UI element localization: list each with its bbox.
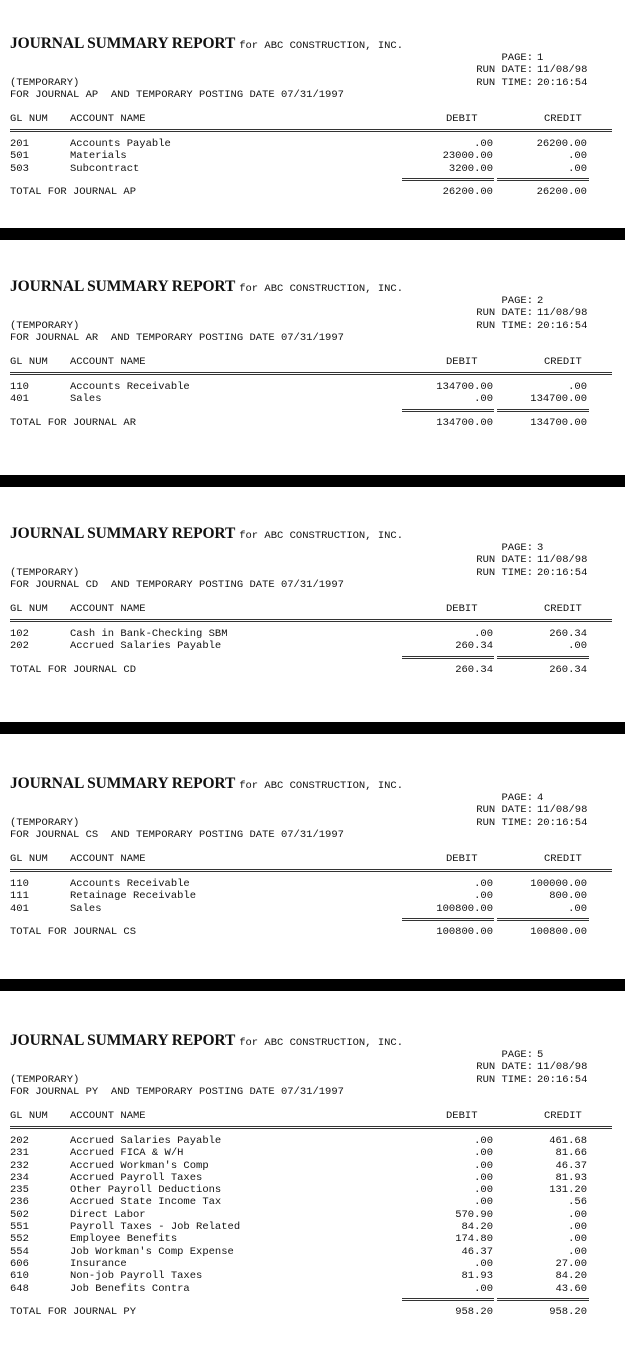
report-title-company: for ABC CONSTRUCTION, INC. — [239, 1037, 404, 1049]
debit-total-rule — [402, 656, 494, 659]
account-name: Payroll Taxes - Job Related — [70, 1221, 241, 1234]
run-info — [476, 542, 603, 579]
run-time-value: 20:16:54 — [537, 1073, 588, 1086]
run-time — [476, 1074, 603, 1086]
credit-amount: .00 — [568, 1233, 587, 1246]
table-row — [10, 381, 612, 393]
page-number-value: 1 — [537, 52, 544, 64]
posting-info — [10, 567, 344, 592]
debit-amount: .00 — [474, 1171, 493, 1184]
page-separator-bar — [0, 722, 625, 734]
header-rule — [10, 869, 612, 872]
table-row — [10, 628, 612, 640]
header-rule — [10, 619, 612, 622]
gl-number: 401 — [10, 393, 29, 406]
credit-amount: .56 — [568, 1196, 587, 1209]
run-info — [476, 52, 603, 89]
run-date — [476, 64, 603, 76]
gl-number: 648 — [10, 1282, 29, 1295]
header-account-name: ACCOUNT NAME — [70, 113, 146, 125]
credit-total-rule — [497, 656, 589, 659]
account-name: Direct Labor — [70, 1208, 146, 1221]
account-rows — [10, 138, 612, 175]
debit-amount: .00 — [474, 1135, 493, 1147]
page-number — [476, 792, 603, 804]
run-date — [476, 1061, 603, 1073]
report-title-bold: JOURNAL SUMMARY REPORT — [10, 1032, 236, 1049]
debit-amount: 46.37 — [461, 1245, 493, 1258]
journal-posting-line: FOR JOURNAL CD AND TEMPORARY POSTING DATE 07/31/1997 — [10, 579, 344, 592]
account-name: Accounts Receivable — [70, 878, 190, 890]
posting-info — [10, 817, 344, 842]
credit-amount: 43.60 — [555, 1282, 587, 1295]
run-time-value: 20:16:54 — [537, 566, 588, 579]
account-rows — [10, 628, 612, 653]
account-name: Job Benefits Contra — [70, 1282, 190, 1295]
account-name: Accounts Payable — [70, 138, 171, 150]
debit-amount: .00 — [474, 1257, 493, 1270]
temporary-label: (TEMPORARY) — [10, 567, 80, 579]
debit-total-rule — [402, 1298, 494, 1301]
page-number-value: 2 — [537, 295, 544, 307]
debit-amount: 100800.00 — [436, 902, 493, 915]
run-time — [476, 77, 603, 89]
run-date-value: 11/08/98 — [537, 64, 588, 77]
page-number-label: PAGE: — [501, 52, 533, 64]
header-credit: CREDIT — [544, 853, 582, 865]
gl-number: 503 — [10, 162, 29, 175]
credit-amount: 81.93 — [555, 1171, 587, 1184]
total-credit: 100800.00 — [530, 925, 587, 938]
account-name: Employee Benefits — [70, 1233, 178, 1246]
gl-number: 110 — [10, 878, 29, 890]
gl-number: 552 — [10, 1233, 29, 1246]
total-credit: 134700.00 — [530, 416, 587, 429]
page-number-value: 3 — [537, 542, 544, 554]
run-time-value: 20:16:54 — [537, 816, 588, 829]
report-title-bold: JOURNAL SUMMARY REPORT — [10, 775, 236, 792]
total-debit: 26200.00 — [442, 185, 493, 198]
table-row — [10, 903, 612, 915]
credit-amount: .00 — [568, 150, 587, 163]
account-name: Sales — [70, 393, 102, 406]
gl-number: 606 — [10, 1257, 29, 1270]
gl-number: 110 — [10, 381, 29, 393]
credit-total-rule — [497, 918, 589, 921]
credit-amount: 134700.00 — [530, 393, 587, 406]
page-number-label: PAGE: — [501, 295, 533, 307]
debit-amount: .00 — [474, 878, 493, 890]
table-row — [10, 1283, 612, 1295]
table-row — [10, 1135, 612, 1147]
total-debit: 100800.00 — [436, 925, 493, 938]
total-debit: 958.20 — [455, 1305, 493, 1318]
debit-amount: .00 — [474, 1147, 493, 1160]
run-info — [476, 1049, 603, 1086]
run-time — [476, 817, 603, 829]
temporary-label: (TEMPORARY) — [10, 77, 80, 89]
report-title — [10, 1032, 404, 1049]
page-number — [476, 542, 603, 554]
debit-amount: .00 — [474, 1282, 493, 1295]
page-number-label: PAGE: — [501, 542, 533, 554]
account-rows — [10, 381, 612, 406]
table-row — [10, 1172, 612, 1184]
credit-total-rule — [497, 1298, 589, 1301]
journal-posting-line: FOR JOURNAL CS AND TEMPORARY POSTING DATE 07/31/1997 — [10, 829, 344, 842]
header-gl-num: GL NUM — [10, 113, 48, 125]
gl-number: 554 — [10, 1245, 29, 1258]
table-row — [10, 878, 612, 890]
debit-amount: 81.93 — [461, 1270, 493, 1283]
account-name: Accrued Payroll Taxes — [70, 1171, 203, 1184]
gl-number: 202 — [10, 640, 29, 653]
credit-amount: 100000.00 — [530, 878, 587, 890]
account-name: Job Workman's Comp Expense — [70, 1245, 234, 1258]
gl-number: 231 — [10, 1147, 29, 1160]
header-credit: CREDIT — [544, 113, 582, 125]
table-row — [10, 1258, 612, 1270]
run-date-value: 11/08/98 — [537, 1061, 588, 1074]
report-title — [10, 278, 404, 295]
account-name: Materials — [70, 150, 127, 163]
table-row — [10, 163, 612, 175]
header-gl-num: GL NUM — [10, 356, 48, 368]
account-name: Accrued Salaries Payable — [70, 640, 222, 653]
journal-posting-line: FOR JOURNAL AP AND TEMPORARY POSTING DATE 07/31/1997 — [10, 89, 344, 102]
journal-posting-line: FOR JOURNAL AR AND TEMPORARY POSTING DATE 07/31/1997 — [10, 332, 344, 345]
credit-amount: 81.66 — [555, 1147, 587, 1160]
credit-amount: 260.34 — [549, 628, 587, 640]
table-row — [10, 1184, 612, 1196]
header-account-name: ACCOUNT NAME — [70, 1110, 146, 1122]
account-name: Sales — [70, 902, 102, 915]
page-number — [476, 295, 603, 307]
page-separator-bar — [0, 979, 625, 991]
run-time — [476, 567, 603, 579]
table-row — [10, 1270, 612, 1282]
temporary-label: (TEMPORARY) — [10, 817, 80, 829]
table-row — [10, 890, 612, 902]
gl-number: 201 — [10, 138, 29, 150]
run-time-label: RUN TIME: — [476, 76, 533, 89]
debit-amount: 570.90 — [455, 1208, 493, 1221]
table-row — [10, 1221, 612, 1233]
account-name: Other Payroll Deductions — [70, 1184, 222, 1197]
debit-amount: .00 — [474, 138, 493, 150]
gl-number: 502 — [10, 1208, 29, 1221]
table-row — [10, 1246, 612, 1258]
account-name: Cash in Bank-Checking SBM — [70, 628, 228, 640]
header-credit: CREDIT — [544, 603, 582, 615]
run-time-label: RUN TIME: — [476, 1073, 533, 1086]
table-row — [10, 150, 612, 162]
gl-number: 232 — [10, 1159, 29, 1172]
header-credit: CREDIT — [544, 356, 582, 368]
debit-amount: .00 — [474, 1159, 493, 1172]
page-number-label: PAGE: — [501, 792, 533, 804]
page-separator-bar — [0, 475, 625, 487]
total-credit: 260.34 — [549, 663, 587, 676]
debit-amount: 3200.00 — [448, 162, 493, 175]
header-rule — [10, 129, 612, 132]
run-date-label: RUN DATE: — [476, 804, 533, 817]
table-row — [10, 138, 612, 150]
header-gl-num: GL NUM — [10, 1110, 48, 1122]
page-number — [476, 52, 603, 64]
run-time-value: 20:16:54 — [537, 319, 588, 332]
page-number — [476, 1049, 603, 1061]
account-name: Retainage Receivable — [70, 890, 197, 903]
journal-posting-line: FOR JOURNAL PY AND TEMPORARY POSTING DATE 07/31/1997 — [10, 1086, 344, 1099]
run-date-label: RUN DATE: — [476, 307, 533, 320]
credit-amount: .00 — [568, 162, 587, 175]
debit-amount: 84.20 — [461, 1221, 493, 1234]
gl-number: 501 — [10, 150, 29, 163]
account-name: Accrued FICA & W/H — [70, 1147, 184, 1160]
run-date — [476, 804, 603, 816]
total-credit: 26200.00 — [536, 185, 587, 198]
report-title — [10, 35, 404, 52]
header-account-name: ACCOUNT NAME — [70, 853, 146, 865]
credit-amount: .00 — [568, 381, 587, 393]
header-account-name: ACCOUNT NAME — [70, 356, 146, 368]
header-rule — [10, 372, 612, 375]
report-title — [10, 525, 404, 542]
debit-total-rule — [402, 409, 494, 412]
report-title-company: for ABC CONSTRUCTION, INC. — [239, 530, 404, 542]
credit-amount: .00 — [568, 640, 587, 653]
debit-amount: 174.80 — [455, 1233, 493, 1246]
report-title-bold: JOURNAL SUMMARY REPORT — [10, 278, 236, 295]
page-number-value: 5 — [537, 1049, 544, 1061]
total-label: TOTAL FOR JOURNAL CD — [10, 663, 137, 676]
account-name: Accrued Workman's Comp — [70, 1159, 209, 1172]
header-gl-num: GL NUM — [10, 603, 48, 615]
credit-amount: 84.20 — [555, 1270, 587, 1283]
header-debit: DEBIT — [446, 1110, 478, 1122]
credit-amount: 27.00 — [555, 1257, 587, 1270]
debit-amount: .00 — [474, 628, 493, 640]
run-time — [476, 320, 603, 332]
header-debit: DEBIT — [446, 853, 478, 865]
gl-number: 234 — [10, 1171, 29, 1184]
account-name: Insurance — [70, 1257, 127, 1270]
total-label: TOTAL FOR JOURNAL AR — [10, 416, 137, 429]
header-rule — [10, 1126, 612, 1129]
total-credit: 958.20 — [549, 1305, 587, 1318]
credit-total-rule — [497, 178, 589, 181]
debit-amount: .00 — [474, 1196, 493, 1209]
report-title — [10, 775, 404, 792]
run-date-label: RUN DATE: — [476, 1061, 533, 1074]
page-separator-bar — [0, 228, 625, 240]
debit-amount: .00 — [474, 393, 493, 406]
table-row — [10, 1233, 612, 1245]
gl-number: 111 — [10, 890, 29, 903]
run-time-value: 20:16:54 — [537, 76, 588, 89]
account-rows — [10, 878, 612, 915]
total-label: TOTAL FOR JOURNAL CS — [10, 925, 137, 938]
header-credit: CREDIT — [544, 1110, 582, 1122]
account-name: Non-job Payroll Taxes — [70, 1270, 203, 1283]
credit-amount: .00 — [568, 902, 587, 915]
run-info — [476, 792, 603, 829]
posting-info — [10, 77, 344, 102]
run-date — [476, 554, 603, 566]
account-name: Accounts Receivable — [70, 381, 190, 393]
report-title-bold: JOURNAL SUMMARY REPORT — [10, 35, 236, 52]
total-label: TOTAL FOR JOURNAL AP — [10, 185, 137, 198]
credit-amount: .00 — [568, 1245, 587, 1258]
run-info — [476, 295, 603, 332]
gl-number: 401 — [10, 902, 29, 915]
gl-number: 551 — [10, 1221, 29, 1234]
header-debit: DEBIT — [446, 113, 478, 125]
table-row — [10, 640, 612, 652]
report-title-company: for ABC CONSTRUCTION, INC. — [239, 283, 404, 295]
credit-amount: 461.68 — [549, 1135, 587, 1147]
run-date-label: RUN DATE: — [476, 554, 533, 567]
run-time-label: RUN TIME: — [476, 566, 533, 579]
run-time-label: RUN TIME: — [476, 816, 533, 829]
total-debit: 134700.00 — [436, 416, 493, 429]
table-row — [10, 1160, 612, 1172]
report-title-company: for ABC CONSTRUCTION, INC. — [239, 780, 404, 792]
header-debit: DEBIT — [446, 603, 478, 615]
page-number-value: 4 — [537, 792, 544, 804]
credit-amount: 131.20 — [549, 1184, 587, 1197]
total-debit: 260.34 — [455, 663, 493, 676]
temporary-label: (TEMPORARY) — [10, 1074, 80, 1086]
debit-amount: 260.34 — [455, 640, 493, 653]
table-row — [10, 1147, 612, 1159]
debit-amount: 134700.00 — [436, 381, 493, 393]
run-time-label: RUN TIME: — [476, 319, 533, 332]
gl-number: 610 — [10, 1270, 29, 1283]
posting-info — [10, 1074, 344, 1099]
table-row — [10, 1196, 612, 1208]
posting-info — [10, 320, 344, 345]
report-title-bold: JOURNAL SUMMARY REPORT — [10, 525, 236, 542]
header-account-name: ACCOUNT NAME — [70, 603, 146, 615]
gl-number: 202 — [10, 1135, 29, 1147]
gl-number: 235 — [10, 1184, 29, 1197]
run-date-value: 11/08/98 — [537, 307, 588, 320]
account-name: Accrued State Income Tax — [70, 1196, 222, 1209]
credit-amount: 800.00 — [549, 890, 587, 903]
account-name: Accrued Salaries Payable — [70, 1135, 222, 1147]
temporary-label: (TEMPORARY) — [10, 320, 80, 332]
page-number-label: PAGE: — [501, 1049, 533, 1061]
debit-amount: 23000.00 — [442, 150, 493, 163]
credit-amount: 26200.00 — [536, 138, 587, 150]
credit-amount: 46.37 — [555, 1159, 587, 1172]
account-rows — [10, 1135, 612, 1295]
header-debit: DEBIT — [446, 356, 478, 368]
debit-amount: .00 — [474, 1184, 493, 1197]
table-row — [10, 1209, 612, 1221]
total-label: TOTAL FOR JOURNAL PY — [10, 1305, 137, 1318]
gl-number: 236 — [10, 1196, 29, 1209]
debit-total-rule — [402, 918, 494, 921]
gl-number: 102 — [10, 628, 29, 640]
run-date-value: 11/08/98 — [537, 554, 588, 567]
table-row — [10, 393, 612, 405]
run-date-value: 11/08/98 — [537, 804, 588, 817]
debit-amount: .00 — [474, 890, 493, 903]
report-title-company: for ABC CONSTRUCTION, INC. — [239, 40, 404, 52]
credit-amount: .00 — [568, 1221, 587, 1234]
account-name: Subcontract — [70, 162, 140, 175]
debit-total-rule — [402, 178, 494, 181]
credit-amount: .00 — [568, 1208, 587, 1221]
run-date — [476, 307, 603, 319]
run-date-label: RUN DATE: — [476, 64, 533, 77]
header-gl-num: GL NUM — [10, 853, 48, 865]
credit-total-rule — [497, 409, 589, 412]
